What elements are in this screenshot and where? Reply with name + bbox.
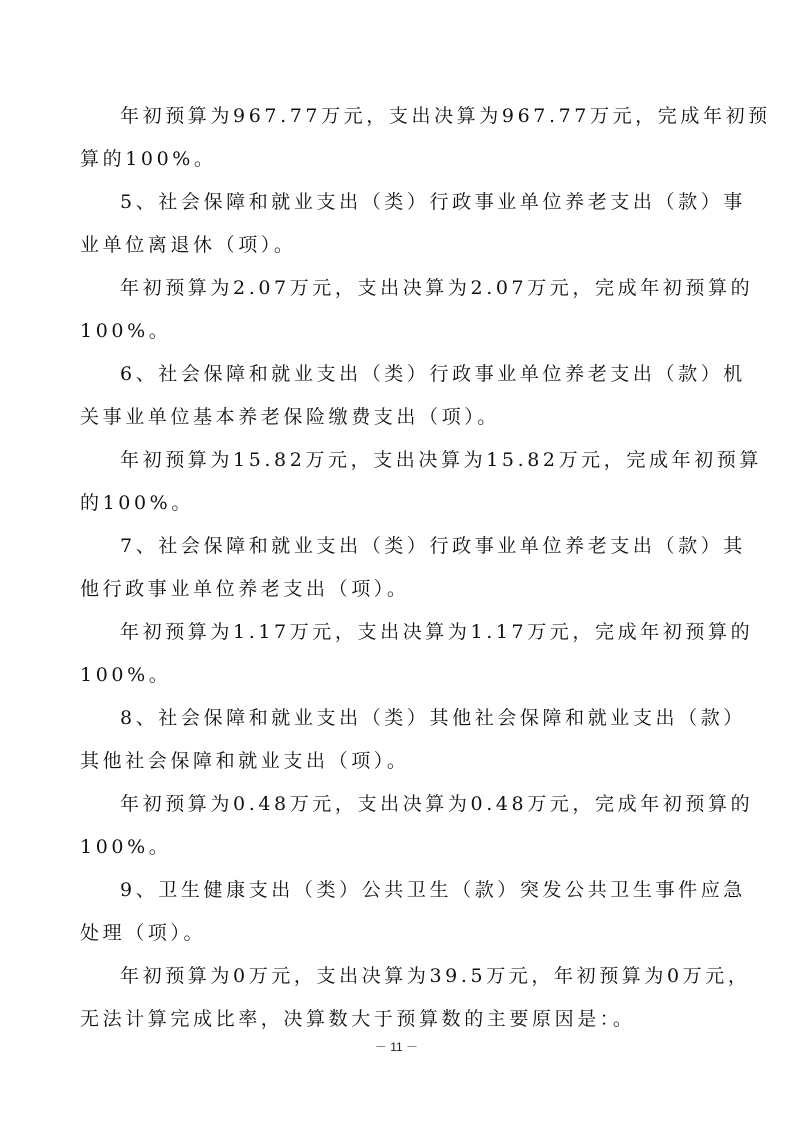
paragraph-6-line-1: 7、社会保障和就业支出（类）行政事业单位养老支出（款）其 (120, 535, 746, 557)
paragraph-2-line-2: 业单位离退休（项）。 (80, 234, 297, 256)
paragraph-10-line-2: 处理（项）。 (80, 922, 207, 944)
paragraph-7-line-2: 100%。 (80, 664, 172, 686)
page-number: － 11 － (374, 1040, 419, 1054)
paragraph-5-line-1: 年初预算为15.82万元，支出决算为15.82万元，完成年初预算 (120, 449, 762, 471)
paragraph-6-line-2: 他行政事业单位养老支出（项）。 (80, 578, 410, 600)
paragraph-11-line-2: 无法计算完成比率，决算数大于预算数的主要原因是：。 (80, 1008, 636, 1030)
paragraph-4-line-1: 6、社会保障和就业支出（类）行政事业单位养老支出（款）机 (120, 363, 746, 385)
paragraph-9-line-1: 年初预算为0.48万元，支出决算为0.48万元，完成年初预算的 (120, 793, 754, 815)
paragraph-2-line-1: 5、社会保障和就业支出（类）行政事业单位养老支出（款）事 (120, 191, 746, 213)
paragraph-9-line-2: 100%。 (80, 836, 172, 858)
paragraph-1-line-1: 年初预算为967.77万元，支出决算为967.77万元，完成年初预 (120, 105, 771, 127)
paragraph-5-line-2: 的100%。 (80, 492, 194, 514)
paragraph-10-line-1: 9、卫生健康支出（类）公共卫生（款）突发公共卫生事件应急 (120, 879, 746, 901)
paragraph-4-line-2: 关事业单位基本养老保险缴费支出（项）。 (80, 406, 500, 428)
paragraph-3-line-2: 100%。 (80, 320, 172, 342)
paragraph-7-line-1: 年初预算为1.17万元，支出决算为1.17万元，完成年初预算的 (120, 621, 754, 643)
paragraph-11-line-1: 年初预算为0万元，支出决算为39.5万元，年初预算为0万元， (120, 965, 751, 987)
paragraph-1-line-2: 算的100%。 (80, 148, 217, 170)
paragraph-8-line-2: 其他社会保障和就业支出（项）。 (80, 750, 410, 772)
paragraph-3-line-1: 年初预算为2.07万元，支出决算为2.07万元，完成年初预算的 (120, 277, 754, 299)
paragraph-8-line-1: 8、社会保障和就业支出（类）其他社会保障和就业支出（款） (120, 707, 746, 729)
